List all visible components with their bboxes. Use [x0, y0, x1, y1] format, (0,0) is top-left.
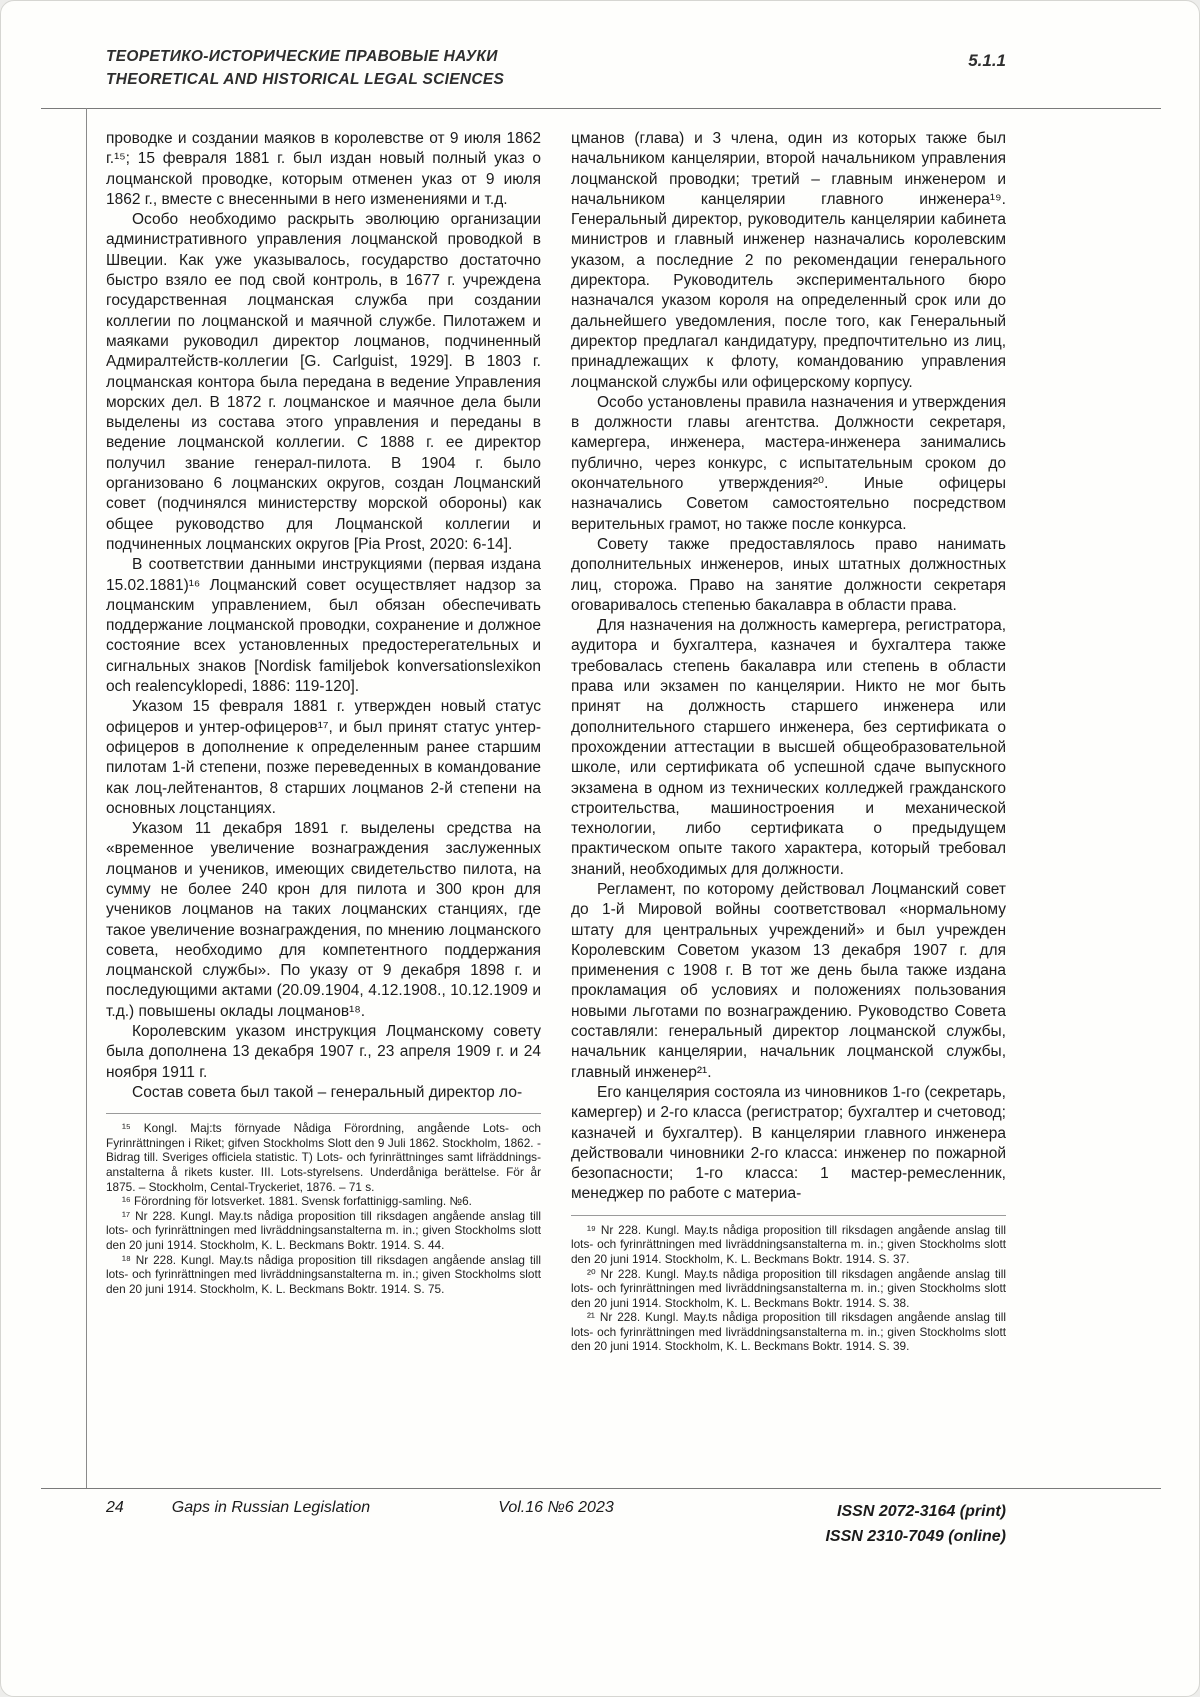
paragraph: Особо необходимо раскрыть эволюцию организации административного управления лоцманской проводкой в Швеции. Как уже указывалось, государство достаточно быстро взяло ее под свой контроль, в 1677 г. учреждена государственная лоцманская служба при создании коллегии по лоцманской и маячной службе. Пилотажем и маяками руководил директор лоцманов, подчиненный Адмиралтейств-коллегии [G. Carlguist, 1929]. В 1803 г. лоцманская контора была передана в ведение Управления морских дел. В 1872 г. лоцманское и маячное дела были выделены из состава этого управления и переданы в ведение лоцманской коллегии. С 1888 г. ее директор получил звание генерал-пилота. В 1904 г. было организовано 6 лоцманских округов, создан Лоцманский совет (подчинялся министерству морской обороны) как общее руководство для Лоцманской коллегии и подчиненных лоцманских округов [Pia Prost, 2020: 6-14]. [106, 211, 541, 553]
issn-print: ISSN 2072-3164 (print) [837, 1503, 1006, 1520]
paragraph: Совету также предоставлялось право нанимать дополнительных инженеров, иных штатных должностных лиц, сторожа. Право на занятие должности секретаря оговаривалось степенью бакалавра в области права. [571, 535, 1006, 614]
footnote: ¹⁷ Nr 228. Kungl. May.ts nådiga proposition till riksdagen angående anslag till lots- och fyrinrättningen med livräddningsanstalterna m. in.; given Stockholms slott den 20 juni 1914. Stockholm, K. L. Beckmans Boktr. 1914. S. 44. [106, 1208, 541, 1252]
journal-title: Gaps in Russian Legislation [171, 1499, 371, 1516]
paragraph: В соответствии данными инструкциями (первая издана 15.02.1881)¹⁶ Лоцманский совет осуществляет надзор за лоцманским управлением, был обязан обеспечивать поддержание лоцманской проводки, сохранение и должное состояние всех установленных предостерегательных и сигнальных знаков [Nordisk familjebok konversationslexikon och realencyklopedi, 1886: 119-120]. [106, 556, 541, 696]
left-column [106, 129, 541, 1354]
footnote-separator-left [106, 1113, 541, 1114]
article-body [106, 129, 1006, 1354]
volume-issue: Vol.16 №6 2023 [498, 1499, 614, 1516]
paragraph: Королевским указом инструкция Лоцманскому совету была дополнена 13 декабря 1907 г., 23 апреля 1909 г. и 24 ноября 1911 г. [106, 1023, 541, 1081]
paragraph: цманов (глава) и 3 члена, один из которых также был начальником канцелярии, второй начальником управления лоцманской проводки; третий – главным инженером и начальником канцелярии главного инженера¹⁹. Генеральный директор, руководитель канцелярии кабинета министров и главный инженер назначались королевским указом, а последние 2 по рекомендации генерального директора. Руководитель экспериментального бюро назначался указом короля на определенный срок или до дальнейшего уведомления, после того, как Генеральный директор предлагал кандидатуру, предпочтительно из лиц, принадлежащих к флоту, командованию управления лоцманской службы или офицерскому корпусу. [571, 130, 1006, 391]
header-titles [106, 45, 504, 91]
issn-online: ISSN 2310-7049 (online) [825, 1528, 1006, 1545]
left-column-text [106, 129, 541, 1103]
footnote: ¹⁵ Kongl. Maj:ts förnyade Nådiga Förordning, angående Lots- och Fyrinrättningen i Riket; gifven Stockholms Slott den 9 Juli 1862. Stockholm, 1862. - Bidrag till. Sveriges officiela statistic. T) Lots- och fyrinrättninges samt lifräddnings-anstalterna å rikets kuster. III. Lots-styrelsens. Underdåniga berättelse. För år 1875. – Stockholm, Cental-Tryckeriet, 1876. – 71 s. [106, 1121, 541, 1194]
page-header [106, 45, 1006, 91]
footer-rule [41, 1488, 1161, 1489]
footnote: ¹⁸ Nr 228. Kungl. May.ts nådiga proposition till riksdagen angående anslag till lots- och fyrinrättningen med livräddningsanstalterna m. in.; given Stockholms slott den 20 juni 1914. Stockholm, K. L. Beckmans Boktr. 1914. S. 75. [106, 1252, 541, 1296]
page-footer [106, 1499, 1006, 1549]
footnote: ²¹ Nr 228. Kungl. May.ts nådiga proposition till riksdagen angående anslag till lots- och fyrinrättningen med livräddningsanstalterna m. in.; given Stockholms slott den 20 juni 1914. Stockholm, K. L. Beckmans Boktr. 1914. S. 39. [571, 1310, 1006, 1354]
footnote: ¹⁶ Förordning för lotsverket. 1881. Svensk forfattinigg-samling. №6. [122, 1194, 472, 1209]
paragraph: Для назначения на должность камергера, регистратора, аудитора и бухгалтера, казначея и бухгалтера также требовалась степень бакалавра или степень в области права или экзамен по канцелярии. Никто не мог быть принят на должность старшего инженера или дополнительного старшего инженера, без сертификата о прохождении аттестации в высшей общеобразовательной школе, или сертификата об успешной сдаче выпускного экзамена в одном из технических колледжей гражданского строительства, машиностроения и механической технологии, либо сертификата о предыдущем практическом опыте такого характера, который требовал знаний, необходимых для должности. [571, 617, 1006, 878]
paragraph: Особо установлены правила назначения и утверждения в должности главы агентства. Должности секретаря, камергера, инженера, мастера-инженера занимались публично, через конкурс, с испытательным сроком до окончательного утверждения²⁰. Иные офицеры назначались Советом самостоятельно посредством верительных грамот, но также после конкурса. [571, 393, 1006, 533]
section-code: 5.1.1 [968, 51, 1006, 70]
right-column-text [571, 129, 1006, 1205]
paragraph: Его канцелярия состояла из чиновников 1-го (секретарь, камергер) и 2-го класса (регистратор; бухгалтер и счетовод; казначей и бухгалтер). В канцелярии главного инженера действовали чиновники 2-го класса: инженер по пожарной безопасности; 1-го класса: 1 мастер-ремесленник, менеджер по работе с материа- [571, 1083, 1006, 1203]
paragraph: проводке и создании маяков в королевстве от 9 июля 1862 г.¹⁵; 15 февраля 1881 г. был издан новый полный указ о лоцманской проводке, которым отменен указ от 9 июля 1862 г., вместе с внесенными в него изменениями и т.д. [106, 130, 541, 208]
left-margin-rule [86, 108, 87, 1489]
header-rule [41, 108, 1161, 109]
section-title-ru: ТЕОРЕТИКО-ИСТОРИЧЕСКИЕ ПРАВОВЫЕ НАУКИ [106, 48, 498, 65]
paragraph: Указом 11 декабря 1891 г. выделены средства на «временное увеличение вознаграждения заслуженных лоцманов и учеников, имеющих свидетельство пилота, на сумму не более 240 крон для пилота и 300 крон для учеников лоцманов на таких лоцманских станциях, где такое увеличение вознаграждения, по мнению лоцманского совета, необходимо для компетентного поддержания лоцманской службы». По указу от 9 декабря 1898 г. и последующими актами (20.09.1904, 4.12.1908., 10.12.1909 и т.д.) повышены оклады лоцманов¹⁸. [106, 820, 541, 1020]
footnote: ¹⁹ Nr 228. Kungl. May.ts nådiga proposition till riksdagen angående anslag till lots- och fyrinrättningen med livräddningsanstalterna m. in.; given Stockholms slott den 20 juni 1914. Stockholm, K. L. Beckmans Boktr. 1914. S. 37. [571, 1222, 1006, 1266]
left-footnotes [106, 1121, 541, 1296]
right-column [571, 129, 1006, 1354]
section-title-en: THEORETICAL AND HISTORICAL LEGAL SCIENCES [106, 71, 505, 88]
paragraph: Состав совета был такой – генеральный директор ло- [132, 1083, 523, 1101]
paragraph: Регламент, по которому действовал Лоцманский совет до 1-й Мировой войны соответствовал «нормальному штату для центральных учреждений» и был учрежден Королевским Советом указом 13 декабря 1907 г. для применения с 1908 г. В тот же день была также издана прокламация об условиях и положениях пользования новыми льготами по вознаграждению. Руководство Совета составляли: генеральный директор лоцманской службы, начальник канцелярии, начальник лоцманской службы, главный инженер²¹. [571, 880, 1006, 1081]
right-footnotes [571, 1223, 1006, 1354]
footnote: ²⁰ Nr 228. Kungl. May.ts nådiga proposition till riksdagen angående anslag till lots- och fyrinrättningen med livräddningsanstalterna m. in.; given Stockholms slott den 20 juni 1914. Stockholm, K. L. Beckmans Boktr. 1914. S. 38. [571, 1266, 1006, 1310]
footnote-separator-right [571, 1215, 1006, 1216]
paragraph: Указом 15 февраля 1881 г. утвержден новый статус офицеров и унтер-офицеров¹⁷, и был принят статус унтер-офицеров в дополнение к определенным ранее старшим пилотам 1-й степени, позже переведенных в командование как лоц-лейтенантов, 8 старших лоцманов 2-й степени на основных лоцстанциях. [106, 698, 541, 817]
page-number: 24 [106, 1499, 124, 1516]
